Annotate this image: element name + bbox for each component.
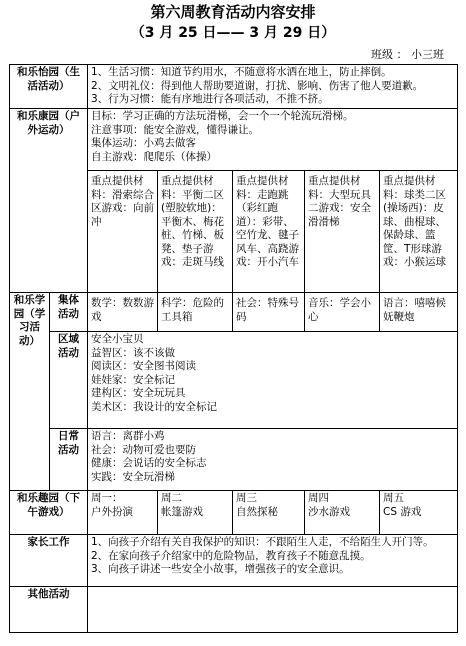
area-activity-line: 安全小宝贝 bbox=[91, 333, 144, 345]
area-activity-content bbox=[88, 332, 458, 429]
other-label: 其他活动 bbox=[10, 587, 88, 633]
area-activity-line: 娃娃家：安全标记 bbox=[91, 373, 175, 386]
daily-activity-line: 健康：会说话的安全标志 bbox=[91, 457, 207, 469]
parents-label: 家长工作 bbox=[10, 535, 88, 587]
health-info-line: 集体运动：小鸡去做客 bbox=[91, 137, 196, 149]
play-game: 户外扮演 bbox=[91, 505, 133, 518]
area-activity-line: 美术区：我设计的安全标记 bbox=[91, 400, 217, 413]
group-activity-cell: 语言：嘻嘻候妩鞭炮 bbox=[380, 293, 458, 332]
play-day: 周三 bbox=[236, 492, 257, 504]
health-info-line: 注意事项：能安全游戏，懂得谦让。 bbox=[91, 123, 259, 136]
play-game: 帐篷游戏 bbox=[161, 505, 203, 518]
play-day: 周五 bbox=[383, 492, 404, 504]
health-info-line: 目标：学习正确的方法玩滑梯，会一个一个轮流玩滑梯。 bbox=[91, 110, 354, 122]
play-day-cell bbox=[88, 491, 158, 535]
daily-activity-line: 实践：安全玩滑梯 bbox=[91, 470, 175, 483]
play-row bbox=[10, 491, 458, 535]
health-area-cell: 重点提供材料：平衡二区(塑胶软地)：平衡木、梅花桩、竹梯、板凳、垫子游戏：走斑马线 bbox=[158, 171, 233, 293]
life-line: 3、行为习惯：能有序地进行各项活动，不推不挤。 bbox=[91, 93, 329, 105]
activity-plan-table bbox=[9, 64, 458, 633]
area-activity-line: 益智区：该不该做 bbox=[91, 346, 175, 359]
area-activity-line: 阅读区：安全图书阅读 bbox=[91, 360, 196, 372]
group-activity-cell: 科学：危险的工具箱 bbox=[158, 293, 233, 332]
play-label: 和乐趣园（下午游戏） bbox=[10, 491, 88, 535]
parents-content bbox=[88, 535, 458, 587]
play-game: CS 游戏 bbox=[383, 505, 422, 518]
area-activity-line: 建构区：安全玩玩具 bbox=[91, 387, 186, 399]
page-title: 第六周教育活动内容安排 bbox=[150, 3, 316, 21]
other-content bbox=[88, 587, 458, 633]
play-day: 周四 bbox=[308, 492, 329, 504]
play-day-cell bbox=[233, 491, 305, 535]
play-day: 周二 bbox=[161, 492, 182, 504]
play-game: 沙水游戏 bbox=[308, 505, 350, 518]
group-activity-cell: 数学：数数游戏 bbox=[88, 293, 158, 332]
play-day: 周一： bbox=[91, 492, 123, 504]
life-line: 1、生活习惯：知道节约用水，不随意将水洒在地上，防止摔倒。 bbox=[91, 66, 392, 78]
group-activity-cell: 社会：特殊号码 bbox=[233, 293, 305, 332]
study-group-row bbox=[10, 293, 458, 332]
play-game: 自然探秘 bbox=[236, 505, 278, 518]
daily-activity-line: 语言：离群小鸡 bbox=[91, 430, 165, 442]
health-label: 和乐康园（户外运动） bbox=[10, 109, 88, 293]
study-area-row bbox=[10, 332, 458, 429]
life-row bbox=[10, 65, 458, 109]
health-area-cell: 重点提供材料：滑索综合区游戏：向前冲 bbox=[88, 171, 158, 293]
health-info-line: 自主游戏：爬爬乐（体操） bbox=[91, 150, 217, 163]
daily-activity-content bbox=[88, 429, 458, 491]
health-area-cell: 重点提供材料：球类二区(操场西)：皮球、曲棍球、保龄球、篮筐、T形球游戏：小猴运球 bbox=[380, 171, 458, 293]
daily-activity-line: 社会：动物可爱也要防 bbox=[91, 443, 196, 456]
life-content bbox=[88, 65, 458, 109]
health-info-row bbox=[10, 109, 458, 171]
area-activity-label: 区域活动 bbox=[50, 332, 88, 429]
life-label: 和乐怡园（生活活动） bbox=[10, 65, 88, 109]
parents-row bbox=[10, 535, 458, 587]
play-day-cell bbox=[380, 491, 458, 535]
parents-line: 2、在家向孩子介绍家中的危险物品，教育孩子不随意乱摸。 bbox=[91, 549, 371, 562]
parents-line: 3、向孩子讲述一些安全小故事，增强孩子的安全意识。 bbox=[91, 563, 350, 575]
class-label: 班级 ： 小三班 bbox=[371, 48, 444, 61]
other-row bbox=[10, 587, 458, 633]
date-range: （3 月 25 日—— 3 月 29 日） bbox=[130, 25, 336, 41]
parents-line: 1、向孩子介绍有关自我保护的知识：不跟陌生人走，不给陌生人开门等。 bbox=[91, 536, 434, 548]
health-area-cell: 重点提供材料：大型玩具二游戏：安全滑滑梯 bbox=[305, 171, 380, 293]
play-day-cell bbox=[158, 491, 233, 535]
daily-activity-label: 日常活动 bbox=[50, 429, 88, 491]
health-info bbox=[88, 109, 458, 171]
group-activity-label: 集体活动 bbox=[50, 293, 88, 332]
health-area-cell: 重点提供材料：走跑跳（彩红跑道）：彩带、空竹龙、毽子风车、高跷游戏：开小汽车 bbox=[233, 171, 305, 293]
study-label: 和乐学园（学习活动） bbox=[10, 293, 50, 491]
group-activity-cell: 音乐：学会小心 bbox=[305, 293, 380, 332]
study-daily-row bbox=[10, 429, 458, 491]
life-line: 2、文明礼仪：得到他人帮助要道谢，打扰、影响、伤害了他人要道歉。 bbox=[91, 79, 424, 92]
play-day-cell bbox=[305, 491, 380, 535]
